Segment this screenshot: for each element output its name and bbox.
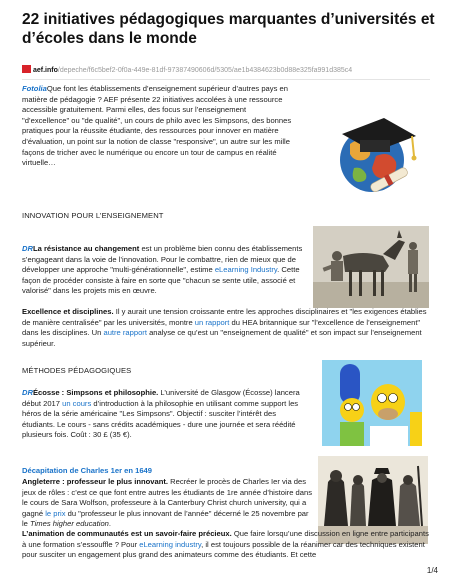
simpsons-paragraph: [22, 388, 310, 441]
glasgow-course-link[interactable]: un cours: [62, 398, 92, 408]
article-title: 22 initiatives pédagogiques marquantes d’universités et d’écoles dans le monde: [22, 11, 435, 47]
photo-credit: DR: [22, 244, 33, 253]
prize-link[interactable]: le prix: [45, 508, 66, 518]
excellence-text: Il y aurait une tension croissante entre les approches disciplinaires et "les exigences établies de manière centralisée" par les universités, montre: [22, 307, 427, 327]
simpsons-text-end: d’introduction à la philosophie en utilisant comme support les héros de la série américaine "Les Simpsons". Objectif : susciter l’intérêt des étudiants. Le cours - sans crédits académiques - dure une journée et sera réédité plusieurs fois. Coût : 30 £ (35 €).: [22, 398, 299, 440]
charles-title: Angleterre : professeur le plus innovant.: [22, 477, 168, 486]
intro-text: Que font les établissements d’enseignement supérieur d’autres pays en matière de pédagogie ? AEF présente 22 initiatives accolées à une ressource accessible gratuitement. Parmi elles, des focus sur l’enseignement "d’excellence" ou "de qualité", un cours de philo avec les Simpsons, des bonnes pratiques pour la réussite étudiante, des ressources pour innover en matière d’évaluation, un point sur la notion de classe "responsive", un autre sur les mille façons de tricher avec le numérique ou encore un tour de campus en réalité virtuelle…: [22, 84, 292, 168]
hea-report-link[interactable]: un rapport: [194, 317, 230, 327]
simpsons-title: Écosse : Simpsons et philosophie.: [32, 388, 159, 397]
photo-credit: DR: [22, 388, 33, 397]
elearning-industry-link-2[interactable]: eLearning industry: [139, 539, 202, 549]
excellence-text-end: analyse ce qu’est un "enseignement de qualité" et son impact sur l’enseignement supérieur.: [22, 328, 422, 348]
simpsons-image: [322, 360, 422, 446]
excellence-text-mid: du HEA britannique sur "l’excellence de l’enseignement" dans les disciplines. Un: [22, 317, 421, 338]
divider: [22, 79, 430, 80]
resistance-paragraph: [22, 244, 304, 297]
charles-text: Recréer le procès de Charles Ier via des jeux de rôles : c’est ce que font entre autres les étudiants de 1re année d’histoire dans le cours de Sara Wolfson, professeure à la Canterbury Christ church university, qui a gagné: [22, 477, 313, 518]
resistance-text: est un problème bien connu des établissements s’engageant dans la voie de l’innovation. Pour le combattre, rien de mieux que de développer une approche "multi-générationnelle", estime: [22, 244, 303, 275]
animation-text: Que faire lorsqu’une discussion en ligne entre participants à une formation s’essouffle ? Pour: [22, 529, 429, 549]
charles-caption: Décapitation de Charles 1er en 1649: [22, 466, 152, 475]
source-host[interactable]: aef.info: [33, 67, 58, 74]
elearning-industry-link[interactable]: eLearning Industry: [214, 265, 278, 275]
times-higher-education: Times higher education: [30, 519, 109, 529]
animation-paragraph: [22, 529, 432, 561]
charles-text-end: .: [108, 519, 112, 529]
donkey-photo: [313, 226, 429, 308]
charles-text-mid: du "professeur le plus innovant de l’année" décerné le 25 novembre par le: [22, 508, 309, 529]
animation-text-end: , il est toujours possible de la réanimer car des techniques existent pour susciter un engagement plus grand des animateurs comme des étudiants. Et cette: [22, 539, 425, 560]
source-path[interactable]: /depeche/f6c5bef2-0f0a-449e-81df-97387490606d/5305/ae1b4384623b0d88e325fa991d385c4: [57, 67, 353, 74]
source-line: [22, 65, 442, 77]
section-heading-methodes: MÉTHODES PÉDAGOGIQUES: [22, 366, 132, 375]
animation-title: L’animation de communautés est un savoir-faire précieux.: [22, 529, 232, 538]
charles-paragraph: [22, 477, 314, 530]
excellence-paragraph: [22, 307, 432, 349]
graduation-globe-image: [314, 112, 426, 198]
page-number: 1/4: [426, 566, 438, 575]
resistance-title: La résistance au changement: [32, 244, 140, 253]
resistance-text-end: . Cette façon de procéder consiste à faire en sorte que "chacun se sente utile, associé et valorisé" dans les projets mis en œuvre.: [22, 265, 300, 296]
photo-credit: Fotolia: [22, 84, 47, 93]
intro-paragraph: [22, 84, 292, 169]
other-report-link[interactable]: autre rapport: [103, 328, 147, 338]
excellence-title: Excellence et disciplines.: [22, 307, 114, 316]
section-heading-innovation: INNOVATION POUR L’ENSEIGNEMENT: [22, 211, 164, 220]
aef-logo-icon: [22, 65, 31, 73]
simpsons-text: L’université de Glasgow (Écosse) lancera début 2017: [22, 388, 300, 408]
